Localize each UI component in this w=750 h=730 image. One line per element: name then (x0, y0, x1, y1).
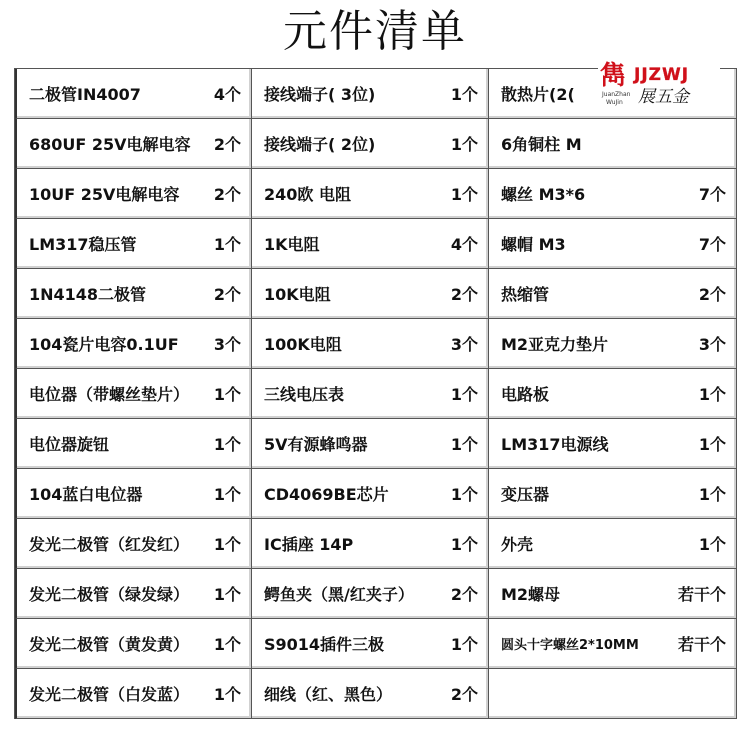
component-name: 变压器 (501, 485, 550, 504)
component-quantity: 7个 (698, 235, 726, 254)
table-cell (252, 419, 489, 469)
table-cell (15, 369, 252, 419)
component-quantity: 1个 (698, 535, 726, 554)
table-cell (15, 669, 252, 719)
component-name: 发光二极管（红发红） (29, 535, 190, 554)
component-name: CD4069BE芯片 (264, 485, 389, 504)
component-name: 680UF 25V电解电容 (29, 135, 191, 154)
component-name: 螺丝 M3*6 (501, 185, 586, 204)
component-quantity: 1个 (213, 685, 241, 704)
component-name: 10K电阻 (264, 285, 331, 304)
brand-logo (598, 56, 720, 108)
component-name: 螺帽 M3 (501, 235, 566, 254)
component-name: 细线（红、黑色） (264, 685, 393, 704)
component-quantity: 1个 (213, 435, 241, 454)
table-cell (252, 369, 489, 419)
table-cell (252, 119, 489, 169)
component-quantity: 3个 (698, 335, 726, 354)
component-name: 电位器（带螺丝垫片） (29, 385, 190, 404)
table-cell (252, 219, 489, 269)
table-cell (489, 469, 737, 519)
table-cell (252, 169, 489, 219)
component-quantity: 若干个 (677, 585, 726, 604)
component-name: LM317稳压管 (29, 235, 137, 254)
table-cell (252, 669, 489, 719)
table-cell (15, 519, 252, 569)
component-quantity: 1个 (450, 485, 478, 504)
component-name: 二极管IN4007 (29, 85, 141, 104)
table-cell (489, 669, 737, 719)
svg-text:雋: 雋 (600, 61, 627, 91)
component-quantity: 1个 (450, 635, 478, 654)
component-quantity: 1个 (213, 535, 241, 554)
table-cell (252, 569, 489, 619)
table-cell (252, 269, 489, 319)
component-quantity: 1个 (450, 185, 478, 204)
table-cell (15, 319, 252, 369)
table-cell (15, 269, 252, 319)
component-name: 外壳 (501, 535, 534, 554)
svg-text:展五金: 展五金 (638, 87, 689, 107)
component-quantity: 2个 (698, 285, 726, 304)
table-cell (15, 169, 252, 219)
component-name: S9014插件三极 (264, 635, 385, 654)
table-cell (489, 269, 737, 319)
component-quantity: 1个 (450, 435, 478, 454)
component-name: 104蓝白电位器 (29, 485, 143, 504)
table-cell (489, 119, 737, 169)
table-cell (15, 469, 252, 519)
table-cell (15, 619, 252, 669)
table-cell (15, 569, 252, 619)
component-quantity: 1个 (450, 85, 478, 104)
component-name: 鳄鱼夹（黑/红夹子） (264, 585, 414, 604)
table-cell (15, 69, 252, 119)
component-quantity: 2个 (450, 285, 478, 304)
logo-icon (598, 56, 720, 108)
component-quantity: 1个 (213, 635, 241, 654)
component-name: 发光二极管（绿发绿） (29, 585, 190, 604)
component-quantity: 2个 (450, 685, 478, 704)
table-cell (252, 319, 489, 369)
component-name: 电路板 (501, 385, 550, 404)
component-quantity: 1个 (698, 485, 726, 504)
table-cell (15, 419, 252, 469)
component-quantity: 1个 (698, 435, 726, 454)
component-name: M2螺母 (501, 585, 561, 604)
component-name: 散热片(2( (501, 85, 575, 104)
component-quantity: 1个 (450, 385, 478, 404)
component-name: 电位器旋钮 (29, 435, 110, 454)
table-cell (489, 569, 737, 619)
table-cell (489, 619, 737, 669)
component-quantity: 3个 (213, 335, 241, 354)
component-quantity: 2个 (213, 135, 241, 154)
component-name: 104瓷片电容0.1UF (29, 335, 179, 354)
component-name: 10UF 25V电解电容 (29, 185, 180, 204)
component-name: 240欧 电阻 (264, 185, 351, 204)
table-cell (252, 69, 489, 119)
component-quantity: 1个 (213, 385, 241, 404)
component-name: 热缩管 (501, 285, 550, 304)
component-name: 接线端子( 2位) (264, 135, 376, 154)
component-name: 1K电阻 (264, 235, 320, 254)
component-quantity: 1个 (698, 385, 726, 404)
component-name: IC插座 14P (264, 535, 354, 554)
page-title: 元件清单 (283, 6, 467, 57)
component-name: 1N4148二极管 (29, 285, 147, 304)
component-name: 5V有源蜂鸣器 (264, 435, 368, 454)
table-cell (489, 519, 737, 569)
component-name: 接线端子( 3位) (264, 85, 376, 104)
component-quantity: 2个 (213, 185, 241, 204)
table-cell (15, 219, 252, 269)
table-cell (489, 369, 737, 419)
component-name: M2亚克力垫片 (501, 335, 609, 354)
table-cell (252, 469, 489, 519)
component-quantity: 2个 (213, 285, 241, 304)
svg-text:WuJin: WuJin (606, 99, 623, 106)
table-cell (15, 119, 252, 169)
component-quantity: 2个 (450, 585, 478, 604)
component-quantity: 1个 (213, 485, 241, 504)
component-quantity: 3个 (450, 335, 478, 354)
component-quantity: 4个 (450, 235, 478, 254)
component-name: LM317电源线 (501, 435, 609, 454)
component-quantity: 1个 (450, 535, 478, 554)
component-table (14, 68, 737, 719)
table-cell (489, 169, 737, 219)
table-cell (489, 219, 737, 269)
component-name: 发光二极管（白发蓝） (29, 685, 190, 704)
table-cell (489, 319, 737, 369)
component-quantity: 1个 (213, 235, 241, 254)
component-quantity: 4个 (213, 85, 241, 104)
component-name: 6角铜柱 M (501, 135, 582, 154)
svg-text:JJZWJ: JJZWJ (634, 65, 690, 85)
table-cell (252, 519, 489, 569)
component-quantity: 若干个 (677, 635, 726, 654)
component-quantity: 1个 (213, 585, 241, 604)
table-cell (489, 419, 737, 469)
component-quantity: 1个 (450, 135, 478, 154)
table-cell (252, 619, 489, 669)
component-name: 三线电压表 (264, 385, 345, 404)
component-name: 圆头十字螺丝2*10MM (501, 638, 639, 653)
component-quantity: 7个 (698, 185, 726, 204)
svg-text:JuanZhan: JuanZhan (602, 91, 631, 98)
component-name: 发光二极管（黄发黄） (29, 635, 190, 654)
component-name: 100K电阻 (264, 335, 342, 354)
